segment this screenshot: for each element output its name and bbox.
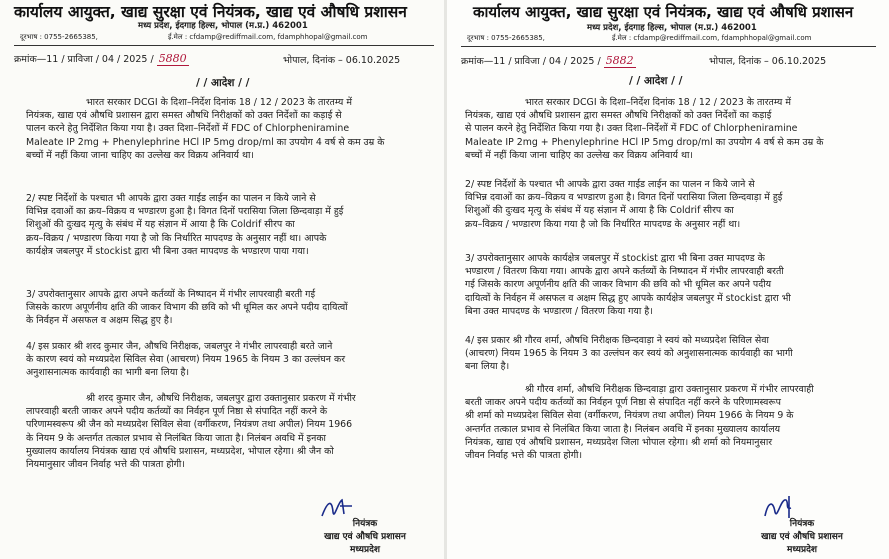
paragraph-line: श्री गौरव शर्मा, औषधि निरीक्षक छिन्दवाड़ा द्वारा उक्तानुसार प्रकरण में गंभीर लापरवाही xyxy=(525,384,814,395)
paragraph-line: नियंत्रक, खाद्य एवं औषधि प्रशासन द्वारा समस्त औषधि निरीक्षकों को उक्त निर्देशों का कड़ाई से xyxy=(26,110,342,122)
paragraph-line: 4/ इस प्रकार श्री गौरव शर्मा, औषधि निरीक्षक छिन्दवाड़ा ने स्वयं को मध्यप्रदेश सिविल सेवा xyxy=(465,335,769,346)
paragraph-line: विभिन्न दवाओं का क्रय–विक्रय व भण्डारण हुआ है। विगत दिनों परासिया जिला छिन्दवाड़ा में हुई xyxy=(26,206,344,218)
paragraph-line: Maleate IP 2mg + Phenylephrine HCl IP 5mg drop/ml का उपयोग 4 वर्ष से कम उम्र के xyxy=(465,136,824,148)
office-title: कार्यालय आयुक्त, खाद्य सुरक्षा एवं नियंत्रक, खाद्य एवं औषधि प्रशासन xyxy=(473,3,854,21)
paragraph-line: से पालन करने हेतु निर्देशित किया गया है। उक्त दिशा–निर्देशों में FDC of Chlorpheniramine xyxy=(465,123,798,135)
paragraph-line: दायित्वों के निर्वहन में असफल व अक्षम सिद्ध हुए आपके कार्यक्षेत्र जबलपुर में stockist द्वारा भी xyxy=(465,292,791,304)
office-email: ई.मेल : cfdamp@rediffmail.com, fdamphhopal@gmail.com xyxy=(168,33,368,41)
signatory-designation: नियंत्रक xyxy=(789,519,815,529)
paragraph-line: क्रय–विक्रय / भण्डारण किया गया है जो कि निर्धारित मापदण्ड के अनुसार नहीं था। आपके xyxy=(26,232,327,244)
paragraph-5 xyxy=(465,383,877,462)
paragraph-1 xyxy=(465,96,877,162)
paragraph-line: बरती जाकर अपने पदीय कर्तव्यों का निर्वहन पूर्ण निष्ठा से संपादित नहीं करने के परिणामस्वरूप xyxy=(465,397,782,409)
paragraph-line: बना लिया है। xyxy=(465,361,510,373)
signatory-state: मध्यप्रदेश xyxy=(786,545,817,555)
reference-number xyxy=(14,52,189,65)
paragraph-line: कार्यक्षेत्र जबलपुर में stockist द्वारा भी बिना उक्त मापदण्ड के भण्डारण पाया गया। xyxy=(26,245,309,257)
handwritten-dispatch-number: 5882 xyxy=(605,54,634,67)
paragraph-4 xyxy=(465,334,877,374)
order-page-right xyxy=(447,0,889,559)
paragraph-line: क्रय–विक्रय / भण्डारण किया गया है जो कि निर्धारित मापदण्ड के अनुसार नहीं था। xyxy=(465,218,741,230)
header-rule xyxy=(461,46,876,47)
order-page-left xyxy=(0,0,444,559)
paragraph-5 xyxy=(26,392,431,471)
paragraph-line: नियंत्रक, खाद्य एवं औषधि प्रशासन द्वारा समस्त औषधि निरीक्षकों को उक्त निर्देशों का कड़ाई xyxy=(465,110,772,122)
paragraph-line: (आचरण) नियम 1965 के नियम 3 का उल्लंघन कर स्वयं को अनुशासनात्मक कार्यवाही का भागी xyxy=(465,348,793,360)
paragraph-line: बच्चों में नहीं किया जाना चाहिए का उल्लेख कर विक्रय अनिवार्य था। xyxy=(26,149,254,161)
paragraph-line: श्री शर्मा को मध्यप्रदेश सिविल सेवा (वर्गीकरण, नियंत्रण तथा अपील) नियम 1966 के नियम 9 के xyxy=(465,410,794,422)
paragraph-line: शिशुओं की दुःखद मृत्यु के संबंध में यह संज्ञान में आया है कि Coldrif सीरप का xyxy=(465,205,734,217)
order-date: भोपाल, दिनांक – 06.10.2025 xyxy=(283,55,401,66)
paragraph-2 xyxy=(26,192,431,258)
paragraph-line: 2/ स्पष्ट निर्देशों के पश्चात भी आपके द्वारा उक्त गाईड लाईन का पालन न किये जाने से xyxy=(465,179,755,190)
office-phone: दूरभाष : 0755-2665385, xyxy=(467,34,545,42)
paragraph-line: नियमानुसार जीवन निर्वाह भत्ते की पात्रता होगी। xyxy=(26,459,185,471)
paragraph-line: शिशुओं की दुःखद मृत्यु के संबंध में यह संज्ञान में आया है कि Coldrif सीरप का xyxy=(26,219,295,231)
paragraph-4 xyxy=(26,340,431,380)
handwritten-dispatch-number: 5880 xyxy=(158,52,187,65)
paragraph-line: नियंत्रक, खाद्य एवं औषधि प्रशासन, मध्यप्रदेश जिला भोपाल रहेगा। श्री शर्मा को नियमानुसार xyxy=(465,436,773,448)
paragraph-line: बच्चों में नहीं किया जाना चाहिए का उल्लेख कर विक्रय अनिवार्य था। xyxy=(465,149,693,161)
paragraph-line: अन्तर्गत तत्काल प्रभाव से निलंबित किया जाता है। निलंबन अवधि में इनका मुख्यालय कार्यालय xyxy=(465,423,781,435)
paragraph-line: जीवन निर्वाह भत्ते की पात्रता होगी। xyxy=(465,450,583,462)
signature-block xyxy=(300,496,430,559)
paragraph-line: बिना उक्त मापदण्ड के भण्डारण / वितरण किया गया है। xyxy=(465,305,653,317)
reference-text: क्रमांक—11 / प्राविजा / 04 / 2025 / xyxy=(461,56,601,67)
paragraph-line: गई जिसके कारण अपूर्णनीय क्षति की जाकर विभाग की छवि को भी धूमिल कर अपने पदीय xyxy=(465,279,772,291)
office-address: मध्य प्रदेश, ईदगाह हिल्स, भोपाल (म.प्र.) 462001 xyxy=(587,23,757,33)
reference-number xyxy=(461,54,636,67)
paragraph-2 xyxy=(465,178,877,231)
signatory-state: मध्यप्रदेश xyxy=(349,545,380,555)
header-rule xyxy=(14,45,434,46)
signatory-designation: नियंत्रक xyxy=(352,519,378,529)
office-title: कार्यालय आयुक्त, खाद्य सुरक्षा एवं नियंत्रक, खाद्य एवं औषधि प्रशासन xyxy=(14,3,407,21)
signatory-department: खाद्य एवं औषधि प्रशासन xyxy=(761,532,843,542)
reference-text: क्रमांक—11 / प्राविजा / 04 / 2025 / xyxy=(14,54,154,65)
paragraph-line: 3/ उपरोक्तानुसार आपके द्वारा अपने कर्तव्यों के निष्पादन में गंभीर लापरवाही बरती गई xyxy=(26,289,316,300)
paragraph-line: मुख्यालय कार्यालय नियंत्रक खाद्य एवं औषधि प्रशासन, मध्यप्रदेश, भोपाल रहेगा। श्री जैन को xyxy=(26,445,334,457)
paragraph-line: के नियम 9 के अन्तर्गत तत्काल प्रभाव से निलंबित किया जाता है। निलंबन अवधि में इनका xyxy=(26,432,326,444)
paragraph-line: 3/ उपरोक्तानुसार आपके कार्यक्षेत्र जबलपुर में stockist द्वारा भी बिना उक्त मापदण्ड के xyxy=(465,253,765,264)
paragraph-line: अनुशासनात्मक कार्यवाही का भागी बना लिया है। xyxy=(26,367,190,379)
office-phone: दूरभाष : 0755-2665385, xyxy=(20,33,98,41)
paragraph-3 xyxy=(26,288,431,328)
order-heading: / / आदेश / / xyxy=(629,75,683,87)
order-heading: / / आदेश / / xyxy=(196,77,250,89)
paragraph-line: Maleate IP 2mg + Phenylephrine HCl IP 5mg drop/ml का उपयोग 4 वर्ष से कम उम्र के xyxy=(26,136,385,148)
paragraph-line: के निर्वहन में असफल व अक्षम सिद्ध हुए है। xyxy=(26,315,173,327)
paragraph-line: पालन करने हेतु निर्देशित किया गया है। उक्त दिशा–निर्देशों में FDC of Chlorpheniramine xyxy=(26,123,350,135)
office-address: मध्य प्रदेश, ईदगाह हिल्स, भोपाल (म.प्र.) 462001 xyxy=(138,21,308,31)
paragraph-line: भारत सरकार DCGI के दिशा–निर्देश दिनांक 18 / 12 / 2023 के तारतम्य में xyxy=(86,97,352,108)
order-date: भोपाल, दिनांक – 06.10.2025 xyxy=(709,56,827,67)
paragraph-3 xyxy=(465,252,877,318)
paragraph-1 xyxy=(26,96,431,162)
office-email: ई.मेल : cfdamp@rediffmail.com, fdamphhopal@gmail.com xyxy=(612,34,812,42)
paragraph-line: के कारण स्वयं को मध्यप्रदेश सिविल सेवा (आचरण) नियम 1965 के नियम 3 का उल्लंघन कर xyxy=(26,354,346,366)
paragraph-line: लापरवाही बरती जाकर अपने पदीय कर्तव्यों का निर्वहन पूर्ण निष्ठा से संपादित नहीं करने के xyxy=(26,406,328,418)
signature-block xyxy=(737,494,867,559)
signatory-department: खाद्य एवं औषधि प्रशासन xyxy=(324,532,406,542)
paragraph-line: जिसके कारण अपूर्णनीय क्षति की जाकर विभाग की छवि को भी धूमिल कर अपने पदीय दायित्वों xyxy=(26,302,348,314)
paragraph-line: 2/ स्पष्ट निर्देशों के पश्चात भी आपके द्वारा उक्त गाईड लाईन का पालन न किये जाने से xyxy=(26,193,316,204)
paragraph-line: भारत सरकार DCGI के दिशा–निर्देश दिनांक 18 / 12 / 2023 के तारतम्य में xyxy=(525,97,791,108)
paragraph-line: विभिन्न दवाओं का क्रय–विक्रय व भण्डारण हुआ है। विगत दिनों परासिया जिला छिन्दवाड़ा में हुई xyxy=(465,192,783,204)
paragraph-line: भण्डारण / वितरण किया गया। आपके द्वारा अपने कर्तव्यों के निष्पादन में गंभीर लापरवाही बरती xyxy=(465,266,784,278)
paragraph-line: परिणामस्वरूप श्री जैन को मध्यप्रदेश सिविल सेवा (वर्गीकरण, नियंत्रण तथा अपील) नियम 1966 xyxy=(26,419,353,431)
paragraph-line: श्री शरद कुमार जैन, औषधि निरीक्षक, जबलपुर द्वारा उक्तानुसार प्रकरण में गंभीर xyxy=(86,393,356,404)
paragraph-line: 4/ इस प्रकार श्री शरद कुमार जैन, औषधि निरीक्षक, जबलपुर ने गंभीर लापरवाही बरते जाने xyxy=(26,341,333,352)
